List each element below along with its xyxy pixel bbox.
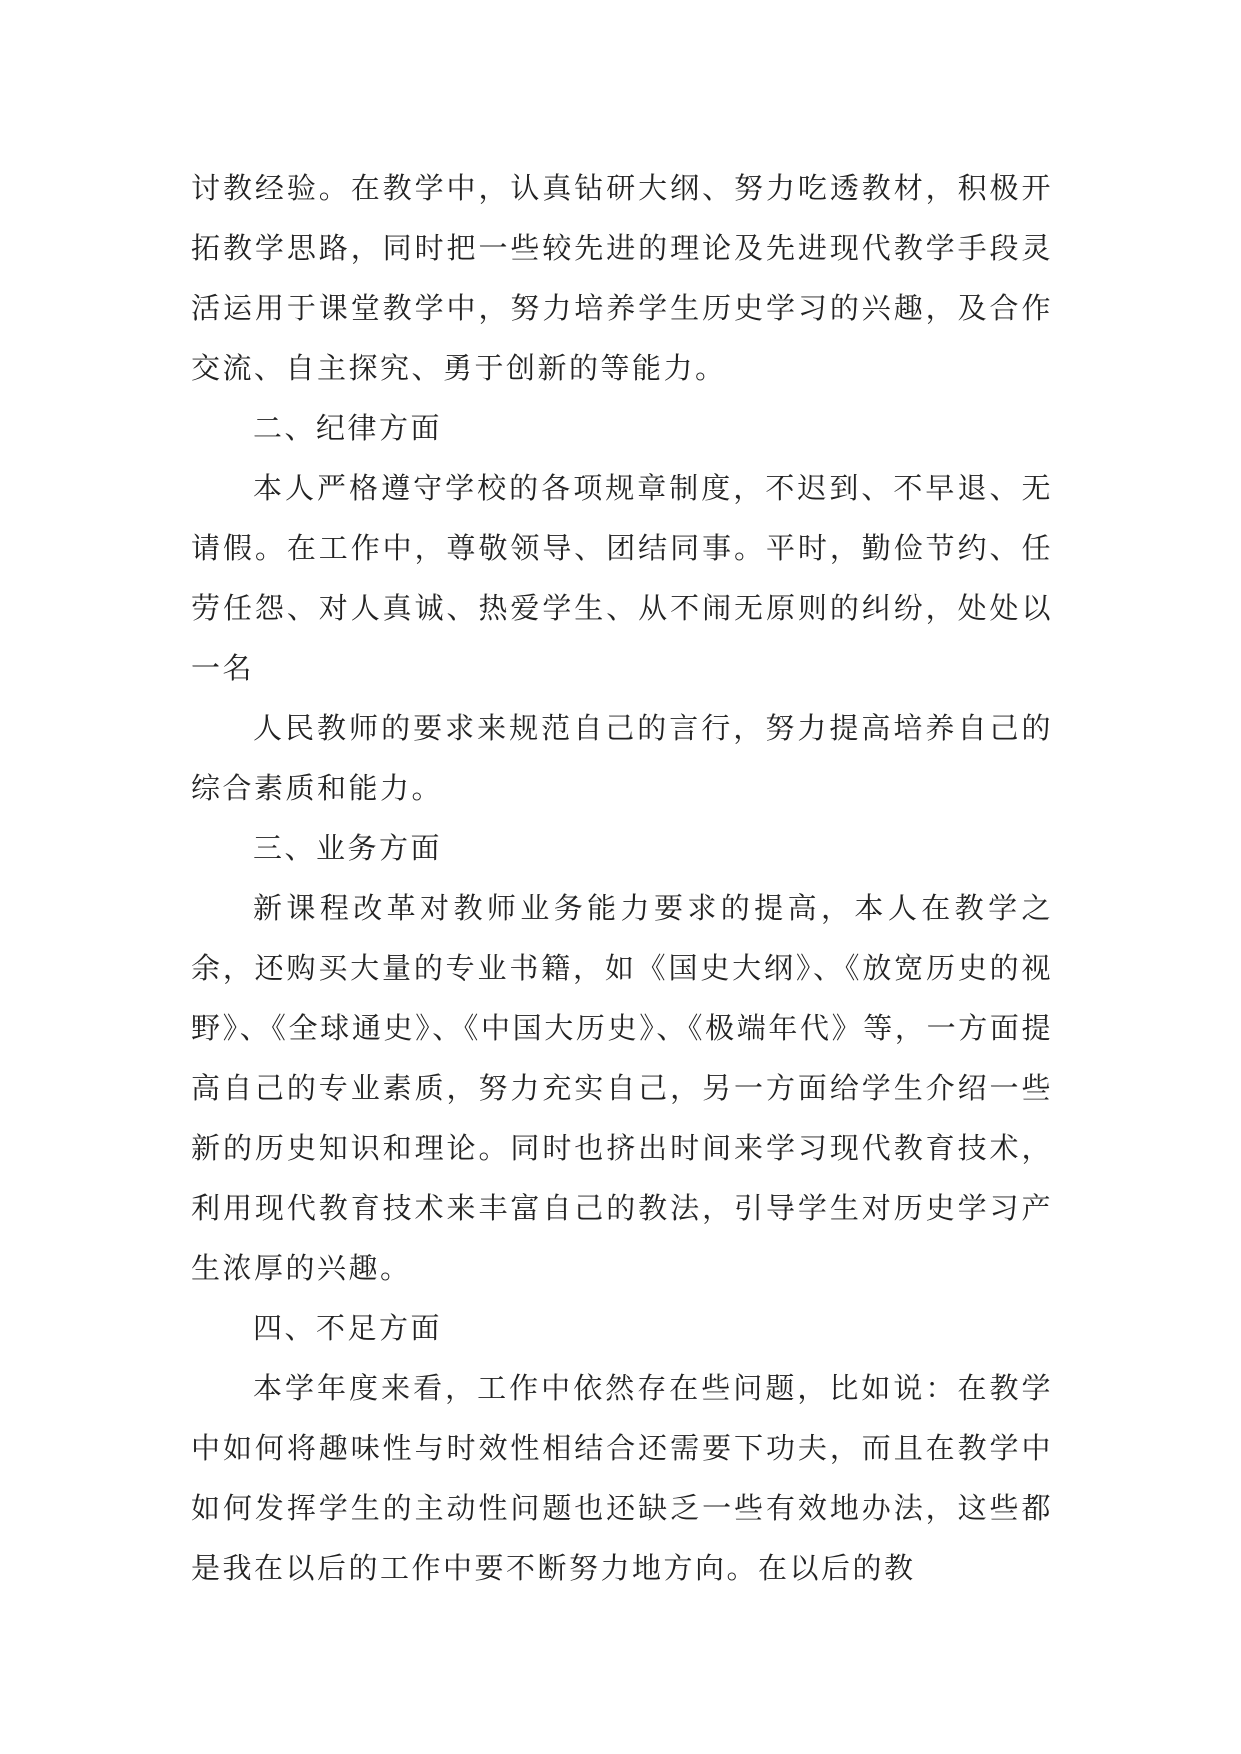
paragraph-discipline: 本人严格遵守学校的各项规章制度，不迟到、不早退、无请假。在工作中，尊敬领导、团结同事。平时，勤俭节约、任劳任怨、对人真诚、热爱学生、从不闹无原则的纠纷，处处以一名 xyxy=(191,471,1053,685)
document-body xyxy=(191,158,1053,1598)
heading-professional: 三、业务方面 xyxy=(253,831,443,865)
paragraph-discipline-continued: 人民教师的要求来规范自己的言行，努力提高培养自己的综合素质和能力。 xyxy=(191,711,1053,805)
paragraph-shortcomings: 本学年度来看，工作中依然存在些问题，比如说：在教学中如何将趣味性与时效性相结合还需要下功夫，而且在教学中如何发挥学生的主动性问题也还缺乏一些有效地办法，这些都是我在以后的工作中要不断努力地方向。在以后的教 xyxy=(191,1371,1053,1585)
paragraph-professional: 新课程改革对教师业务能力要求的提高，本人在教学之余，还购买大量的专业书籍，如《国史大纲》、《放宽历史的视野》、《全球通史》、《中国大历史》、《极端年代》等，一方面提高自己的专业素质，努力充实自己，另一方面给学生介绍一些新的历史知识和理论。同时也挤出时间来学习现代教育技术，利用现代教育技术来丰富自己的教法，引导学生对历史学习产生浓厚的兴趣。 xyxy=(191,891,1053,1285)
heading-shortcomings: 四、不足方面 xyxy=(253,1311,443,1345)
paragraph-teaching-experience: 讨教经验。在教学中，认真钻研大纲、努力吃透教材，积极开拓教学思路，同时把一些较先进的理论及先进现代教学手段灵活运用于课堂教学中，努力培养学生历史学习的兴趣，及合作交流、自主探究、勇于创新的等能力。 xyxy=(191,171,1053,385)
heading-discipline: 二、纪律方面 xyxy=(253,411,443,445)
